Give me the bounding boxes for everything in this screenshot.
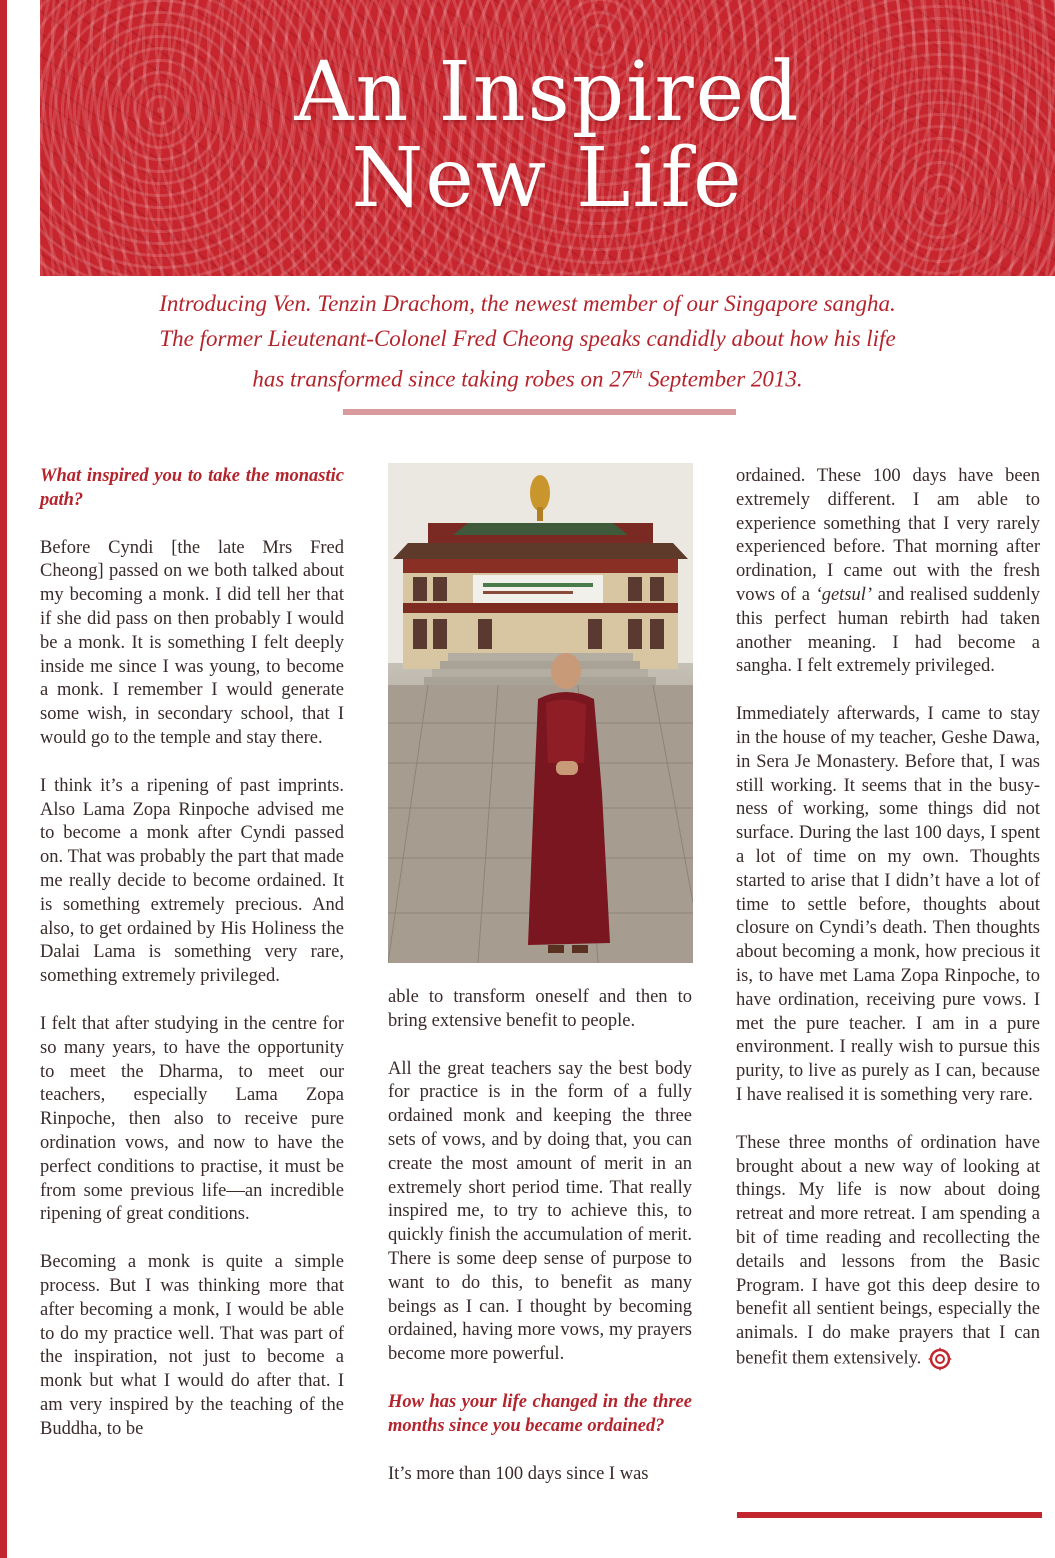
divider-rule xyxy=(343,409,736,415)
answer-paragraph xyxy=(736,1132,1040,1372)
question-heading-1: What inspired you to take the monastic path? xyxy=(40,466,344,510)
monk-photo xyxy=(388,463,693,963)
page-edge-bar xyxy=(0,0,7,1558)
end-mark-icon xyxy=(927,1346,953,1372)
answer-paragraph xyxy=(736,465,1040,679)
intro-line-2: The former Lieutenant-Colonel Fred Cheong speaks candidly about how his life xyxy=(159,326,896,351)
intro-line-3-end: September 2013. xyxy=(642,366,803,392)
answer-paragraph: All the great teachers say the best body for practice is in the form of a fully ordained monk and keeping the three sets of vows, and by doing that, you can create the most amount of merit in an extremely short period time. That really inspired me, to try to achieve this, to quickly finish the accumulation of merit. There is some deep sense of purpose to want to do this, to benefit as many beings as I can. I thought by becoming ordained, having more vows, my prayers become more powerful. xyxy=(388,1058,692,1365)
intro-line-3 xyxy=(90,356,965,397)
answer-paragraph: Immediately afterwards, I came to stay in the house of my teacher, Geshe Dawa, in Sera Je Monastery. Before that, I was still working. It seems that in the busy-ness of working, some things did not surface. During the last 100 days, I spent a lot of time on my own. Thoughts started to arise that I didn’t have a lot of time to settle before, thoughts about closure on Cyndi’s death. Then thoughts about becoming a monk, how precious it is, to have met Lama Zopa Rinpoche, to have ordination, receiving pure vows. I met the pure teacher. I am in a pure environment. I really wish to pursue this purity, to live as purely as I can, because I have realised it is something very rare. xyxy=(736,704,1040,1105)
article-column-3 xyxy=(736,465,1040,1396)
title-line-2: New Life xyxy=(351,131,744,226)
title-banner xyxy=(40,0,1055,276)
intro-line-3-text: has transformed since taking robes on 27 xyxy=(252,366,633,392)
page-title xyxy=(40,45,1055,226)
intro-deck xyxy=(90,286,965,397)
title-line-1: An Inspired xyxy=(294,45,801,140)
answer-paragraph: Becoming a monk is quite a simple process. But I was thinking more that after becoming a monk, I would be able to do my practice well. That was part of the inspiration, not just to become a monk but what I would do after that. I am very inspired by the teaching of the Buddha, to be xyxy=(40,1252,344,1439)
answer-paragraph: It’s more than 100 days since I was xyxy=(388,1463,649,1484)
answer-text: ordained. These 100 days have been extremely different. I am able to experience something that I very rarely experienced before. That morning after ordination, I came out with the fresh vows of a xyxy=(736,466,1040,605)
end-rule xyxy=(737,1512,1042,1518)
article-column-1 xyxy=(40,465,344,1465)
intro-date-suffix: th xyxy=(632,366,643,381)
article-column-2 xyxy=(388,986,692,1510)
answer-paragraph: I felt that after studying in the centre for so many years, to have the opportunity to meet the Dharma, to meet our teachers, especially Lama Zopa Rinpoche, then also to receive pure ordination vows, and now to have the perfect conditions to practise, it must be from some previous life—an incredible ripening of great conditions. xyxy=(40,1013,344,1225)
answer-paragraph: Before Cyndi [the late Mrs Fred Cheong] passed on we both talked about my becoming a monk. I did tell her that if she did pass on then probably I would be a monk. It is something I felt deeply inside me since I was young, to become a monk. I remember I would generate some wish, in secondary school, that I would go to the temple and stay there. xyxy=(40,537,344,748)
answer-paragraph: able to transform oneself and then to bring extensive benefit to people. xyxy=(388,987,692,1031)
monk-photo-illustration xyxy=(388,463,693,963)
intro-line-1: Introducing Ven. Tenzin Drachom, the newest member of our Singapore sangha. xyxy=(159,291,896,316)
answer-paragraph: I think it’s a ripening of past imprints. Also Lama Zopa Rinpoche advised me to become a monk after Cyndi passed on. That was probably the part that made me really decide to become ordained. It is something extremely precious. And also, to get ordained by His Holiness the Dalai Lama is something very rare, something extremely privileged. xyxy=(40,775,344,987)
answer-text: These three months of ordination have brought about a new way of looking at things. My life is now about doing retreat and more retreat. I am spending a bit of time reading and recollecting the details and lessons from the Basic Program. I have got this deep desire to benefit all sentient beings, especially the animals. I do make prayers that I can benefit them extensively. xyxy=(736,1132,1040,1369)
question-heading-2: How has your life changed in the three months since you became ordained? xyxy=(388,1391,692,1436)
answer-text: and realised suddenly this perfect human rebirth had taken another meaning. I had become a sangha. I felt extremely privileged. xyxy=(736,584,1040,677)
getsul-term: ‘getsul’ xyxy=(815,584,873,605)
